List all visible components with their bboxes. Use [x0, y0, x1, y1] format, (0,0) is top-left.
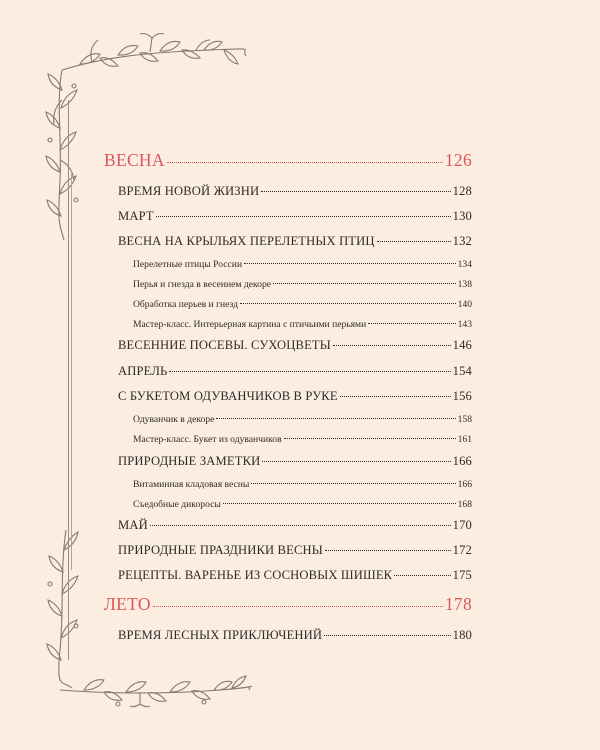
toc-page-number: 126 — [444, 150, 472, 170]
toc-subentry — [133, 414, 472, 425]
toc-page-number: 138 — [457, 279, 472, 290]
toc-entry-title: ВРЕМЯ НОВОЙ ЖИЗНИ — [118, 184, 260, 198]
toc-page-number: 156 — [452, 389, 472, 403]
toc-page-number: 132 — [452, 234, 472, 248]
toc-page-number: 134 — [457, 259, 472, 270]
toc-page-number: 168 — [457, 499, 472, 510]
toc-dot-leader — [156, 216, 451, 217]
toc-page-number: 170 — [452, 518, 472, 532]
toc-page-number: 172 — [452, 543, 472, 557]
toc-entry-title: ВЕСЕННИЕ ПОСЕВЫ. СУХОЦВЕТЫ — [118, 338, 331, 352]
toc-entry-title: ВРЕМЯ ЛЕСНЫХ ПРИКЛЮЧЕНИЙ — [118, 628, 323, 642]
toc-dot-leader — [333, 345, 451, 346]
toc-entry-title: Съедобные дикоросы — [133, 499, 221, 510]
toc-page-number: 146 — [452, 338, 472, 352]
toc-subentry — [133, 434, 472, 445]
toc-chapter-entry — [118, 338, 472, 353]
toc-page-number: 158 — [457, 414, 472, 425]
toc-subentry — [133, 319, 472, 330]
toc-chapter-entry — [118, 389, 472, 404]
ornament-vertical-line — [68, 100, 69, 660]
toc-dot-leader — [368, 323, 455, 324]
toc-page-number: 180 — [452, 628, 472, 642]
toc-chapter-entry — [118, 209, 472, 224]
toc-dot-leader — [216, 418, 455, 419]
toc-chapter-entry — [118, 184, 472, 199]
toc-page-number: 140 — [457, 299, 472, 310]
toc-page-number: 166 — [452, 454, 472, 468]
toc-entry-title: С БУКЕТОМ ОДУВАНЧИКОВ В РУКЕ — [118, 389, 338, 403]
toc-entry-title: ЛЕТО — [104, 594, 151, 614]
toc-dot-leader — [167, 162, 443, 163]
toc-dot-leader — [262, 461, 450, 462]
toc-page-number: 178 — [444, 594, 472, 614]
toc-dot-leader — [261, 191, 450, 192]
toc-section-heading — [104, 594, 472, 615]
toc-dot-leader — [324, 635, 450, 636]
toc-entry-title: Мастер-класс. Интерьерная картина с птичьими перьями — [133, 319, 367, 330]
toc-page-number: 143 — [457, 319, 472, 330]
toc-section-heading — [104, 150, 472, 171]
toc-entry-title: Перья и гнезда в весеннем декоре — [133, 279, 271, 290]
toc-entry-title: МАЙ — [118, 518, 148, 532]
toc-dot-leader — [223, 503, 456, 504]
toc-dot-leader — [340, 396, 451, 397]
toc-subentry — [133, 499, 472, 510]
toc-entry-title: Обработка перьев и гнезд — [133, 299, 239, 310]
toc-chapter-entry — [118, 454, 472, 469]
toc-subentry — [133, 279, 472, 290]
toc-subentry — [133, 299, 472, 310]
toc-chapter-entry — [118, 568, 472, 583]
toc-entry-title: Одуванчик в декоре — [133, 414, 215, 425]
toc-page-number: 154 — [452, 364, 472, 378]
toc-dot-leader — [153, 606, 443, 607]
toc-entry-title: Витаминная кладовая весны — [133, 479, 250, 490]
toc-chapter-entry — [118, 628, 472, 643]
toc-page-number: 166 — [457, 479, 472, 490]
toc-entry-title: ВЕСНА — [104, 150, 165, 170]
toc-page-number: 175 — [452, 568, 472, 582]
toc-chapter-entry — [118, 518, 472, 533]
toc-subentry — [133, 259, 472, 270]
toc-page-number: 161 — [457, 434, 472, 445]
toc-page-number: 130 — [452, 209, 472, 223]
toc-chapter-entry — [118, 364, 472, 379]
toc-entry-title: ВЕСНА НА КРЫЛЬЯХ ПЕРЕЛЕТНЫХ ПТИЦ — [118, 234, 375, 248]
toc-subentry — [133, 479, 472, 490]
toc-entry-title: АПРЕЛЬ — [118, 364, 168, 378]
toc-entry-title: ПРИРОДНЫЕ ЗАМЕТКИ — [118, 454, 261, 468]
toc-entry-title: Мастер-класс. Букет из одуванчиков — [133, 434, 282, 445]
toc-dot-leader — [273, 283, 456, 284]
toc-dot-leader — [244, 263, 456, 264]
toc-dot-leader — [284, 438, 456, 439]
toc-chapter-entry — [118, 234, 472, 249]
toc-dot-leader — [251, 483, 455, 484]
toc-dot-leader — [394, 575, 450, 576]
toc-entry-title: РЕЦЕПТЫ. ВАРЕНЬЕ ИЗ СОСНОВЫХ ШИШЕК — [118, 568, 393, 582]
toc-entry-title: ПРИРОДНЫЕ ПРАЗДНИКИ ВЕСНЫ — [118, 543, 323, 557]
toc-chapter-entry — [118, 543, 472, 558]
toc-page-number: 128 — [452, 184, 472, 198]
ornament-vertical-line-inner — [71, 170, 72, 570]
toc-dot-leader — [377, 241, 451, 242]
toc-dot-leader — [150, 525, 451, 526]
toc-dot-leader — [169, 371, 450, 372]
toc-entry-title: МАРТ — [118, 209, 154, 223]
toc-dot-leader — [240, 303, 456, 304]
toc-dot-leader — [325, 550, 451, 551]
toc-entry-title: Перелетные птицы России — [133, 259, 243, 270]
